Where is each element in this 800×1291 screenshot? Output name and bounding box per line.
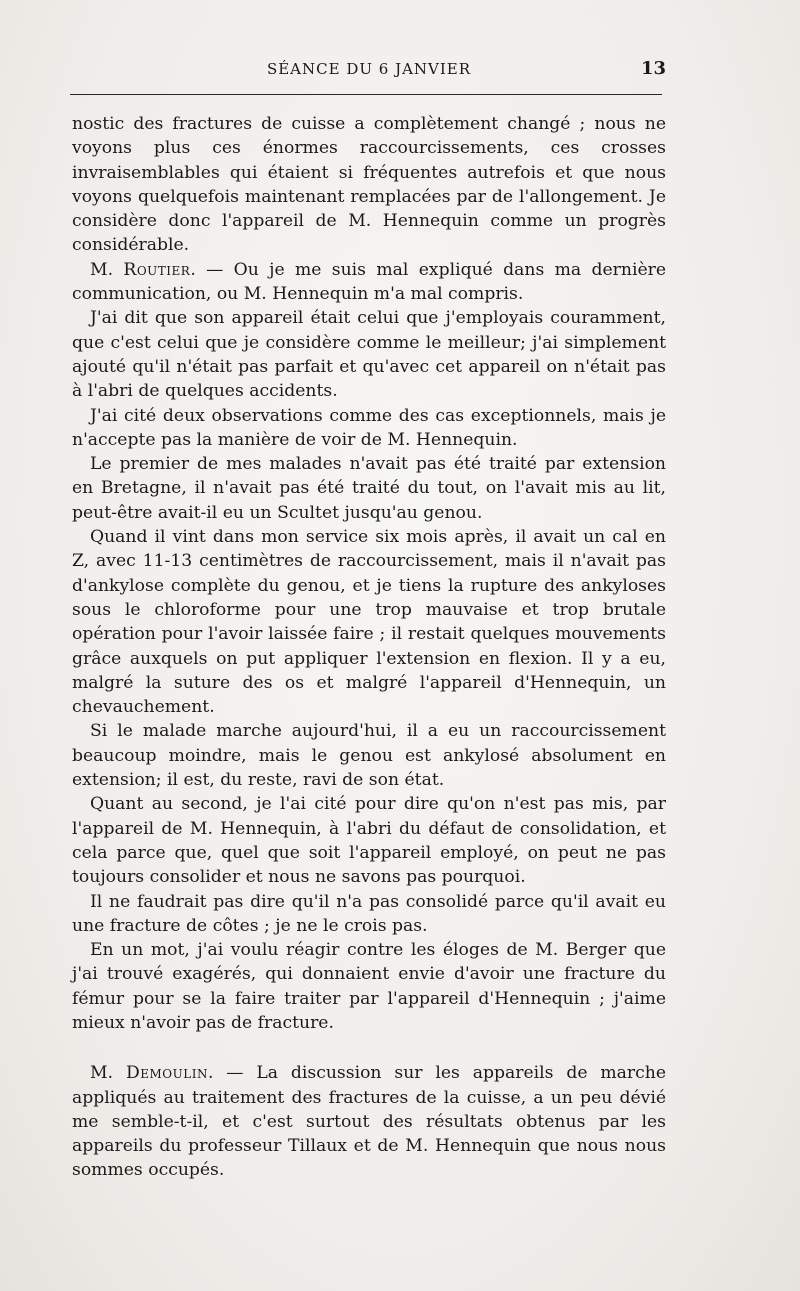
speaker-prefix: M. — [90, 1063, 126, 1084]
paragraph: Le premier de mes malades n'avait pas été traité par extension en Bretagne, il n'avait pas été traité du tout, on l'avait mis au lit, peut-être avait-il eu un Scultet jusqu'au genou. — [72, 454, 666, 523]
speaker-prefix: M. — [90, 259, 124, 280]
speaker-name: Demoulin — [125, 1063, 208, 1084]
paragraph: En un mot, j'ai voulu réagir contre les éloges de M. Berger que j'ai trouvé exagérés, qui donnaient envie d'avoir une fracture du fémur pour se la faire traiter par l'appareil d'Hennequin ; j'aime mieux n'avoir pas de fracture. — [72, 940, 666, 1033]
paragraph: Si le malade marche aujourd'hui, il a eu un raccourcissement beaucoup moindre, mais le genou est ankylosé absolument en extension; il est, du reste, ravi de son état. — [72, 721, 666, 791]
running-title: SÉANCE DU 6 JANVIER — [266, 60, 472, 78]
paragraph: nostic des fractures de cuisse a complètement changé ; nous ne voyons plus ces énormes raccourcissements, ces crosses invraisemblables qui étaient si fréquentes autrefois et que nous voyons quelquefois maintenant remplacées par de l'allongement. Je considère donc l'appareil de M. Hennequin comme un progrès considérable. — [72, 114, 666, 256]
speaker-name: Routier — [123, 259, 191, 280]
paragraph: J'ai dit que son appareil était celui que j'employais couramment, que c'est celui que je considère comme le meilleur; j'ai simplement ajouté qu'il n'était pas parfait et qu'avec cet appareil on n'était pas à l'abri de quelques accidents. — [72, 308, 666, 402]
speech-paragraph — [72, 1061, 666, 1182]
paragraph: Il ne faudrait pas dire qu'il n'a pas consolidé parce qu'il avait eu une fracture de côtes ; je ne le crois pas. — [72, 891, 666, 936]
page-header — [70, 58, 668, 86]
page-number: 13 — [640, 58, 666, 79]
body-text — [72, 112, 666, 1183]
section-gap — [72, 1035, 666, 1061]
paragraph: Quant au second, je l'ai cité pour dire qu'on n'est pas mis, par l'appareil de M. Hennequin, à l'abri du défaut de consolidation, et cela parce que, quel que soit l'appareil employé, on peut ne pas toujours consolider et nous ne savons pas pourquoi. — [72, 794, 666, 888]
speech-paragraph — [72, 258, 666, 307]
speech-text: . — La discussion sur les appareils de marche appliqués au traitement des fractures de la cuisse, a un peu dévié me semble-t-il, et c'est surtout des résultats obtenus par les appareils du professeur Tillaux et de M. Hennequin que nous nous sommes occupés. — [72, 1063, 667, 1181]
header-rule — [70, 94, 662, 95]
speech-text: . — Ou je me suis mal expliqué dans ma dernière communication, ou M. Hennequin m'a mal compris. — [72, 259, 667, 305]
paragraph: Quand il vint dans mon service six mois après, il avait un cal en Z, avec 11-13 centimètres de raccourcissement, mais il n'avait pas d'ankylose complète du genou, et je tiens la rupture des ankyloses sous le chloroforme pour une trop mauvaise et trop brutale opération pour l'avoir laissée faire ; il restait quelques mouvements grâce auxquels on put appliquer l'extension en flexion. Il y a eu, malgré la suture des os et malgré l'appareil d'Hennequin, un chevauchement. — [72, 527, 666, 718]
paragraph: J'ai cité deux observations comme des cas exceptionnels, mais je n'accepte pas la manière de voir de M. Hennequin. — [72, 405, 666, 450]
